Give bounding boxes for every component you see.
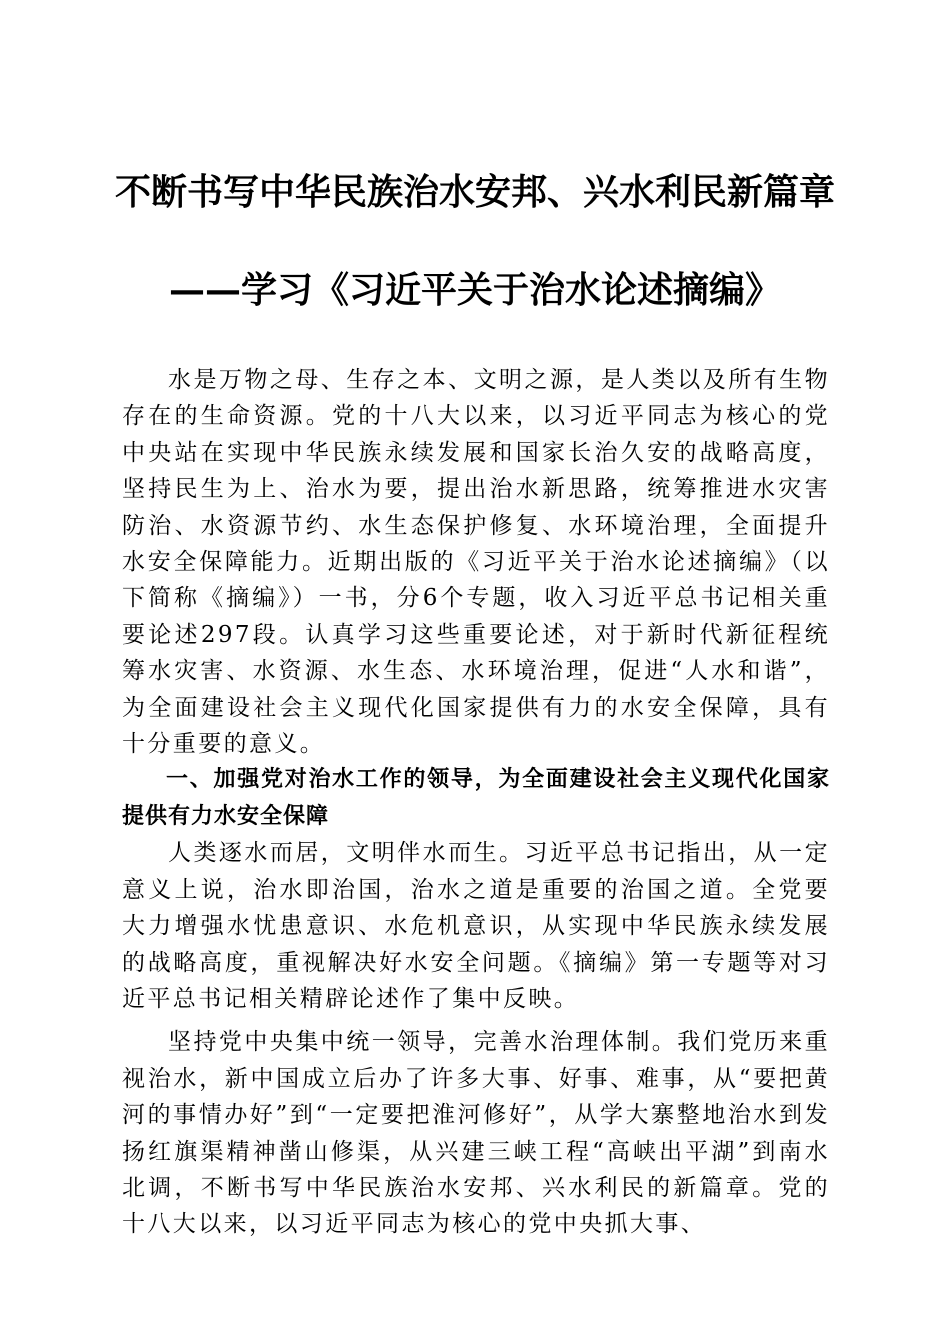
document-title: 不断书写中华民族治水安邦、兴水利民新篇章 [114,171,835,213]
paragraph-section1-1: 人类逐水而居，文明伴水而生。习近平总书记指出，从一定意义上说，治水即治国，治水之道是重要的治国之道。全党要大力增强水忧患意识、水危机意识，从实现中华民族永续发展的战略高度，重视解决好水安全问题。《摘编》第一专题等对习近平总书记相关精辟论述作了集中反映。 [122,840,830,1012]
section-heading-1: 一、加强党对治水工作的领导，为全面建设社会主义现代化国家提供有力水安全保障 [122,767,830,829]
document-subtitle: ——学习《习近平关于治水论述摘编》 [168,269,781,311]
paragraph-section1-2: 坚持党中央集中统一领导，完善水治理体制。我们党历来重视治水，新中国成立后办了许多大事、好事、难事，从“要把黄河的事情办好”到“一定要把淮河修好”，从学大寨整地治水到发扬红旗渠精神凿山修渠，从兴建三峡工程“高峡出平湖”到南水北调，不断书写中华民族治水安邦、兴水利民的新篇章。党的十八大以来，以习近平同志为核心的党中央抓大事、 [122,1029,830,1238]
document-body [122,362,830,1243]
paragraph-intro: 水是万物之母、生存之本、文明之源，是人类以及所有生物存在的生命资源。党的十八大以来，以习近平同志为核心的党中央站在实现中华民族永续发展和国家长治久安的战略高度，坚持民生为上、治水为要，提出治水新思路，统筹推进水灾害防治、水资源节约、水生态保护修复、水环境治理，全面提升水安全保障能力。近期出版的《习近平关于治水论述摘编》（以下简称《摘编》）一书，分6个专题，收入习近平总书记相关重要论述297段。认真学习这些重要论述，对于新时代新征程统筹水灾害、水资源、水生态、水环境治理，促进“人水和谐”，为全面建设社会主义现代化国家提供有力的水安全保障，具有十分重要的意义。 [122,367,830,758]
